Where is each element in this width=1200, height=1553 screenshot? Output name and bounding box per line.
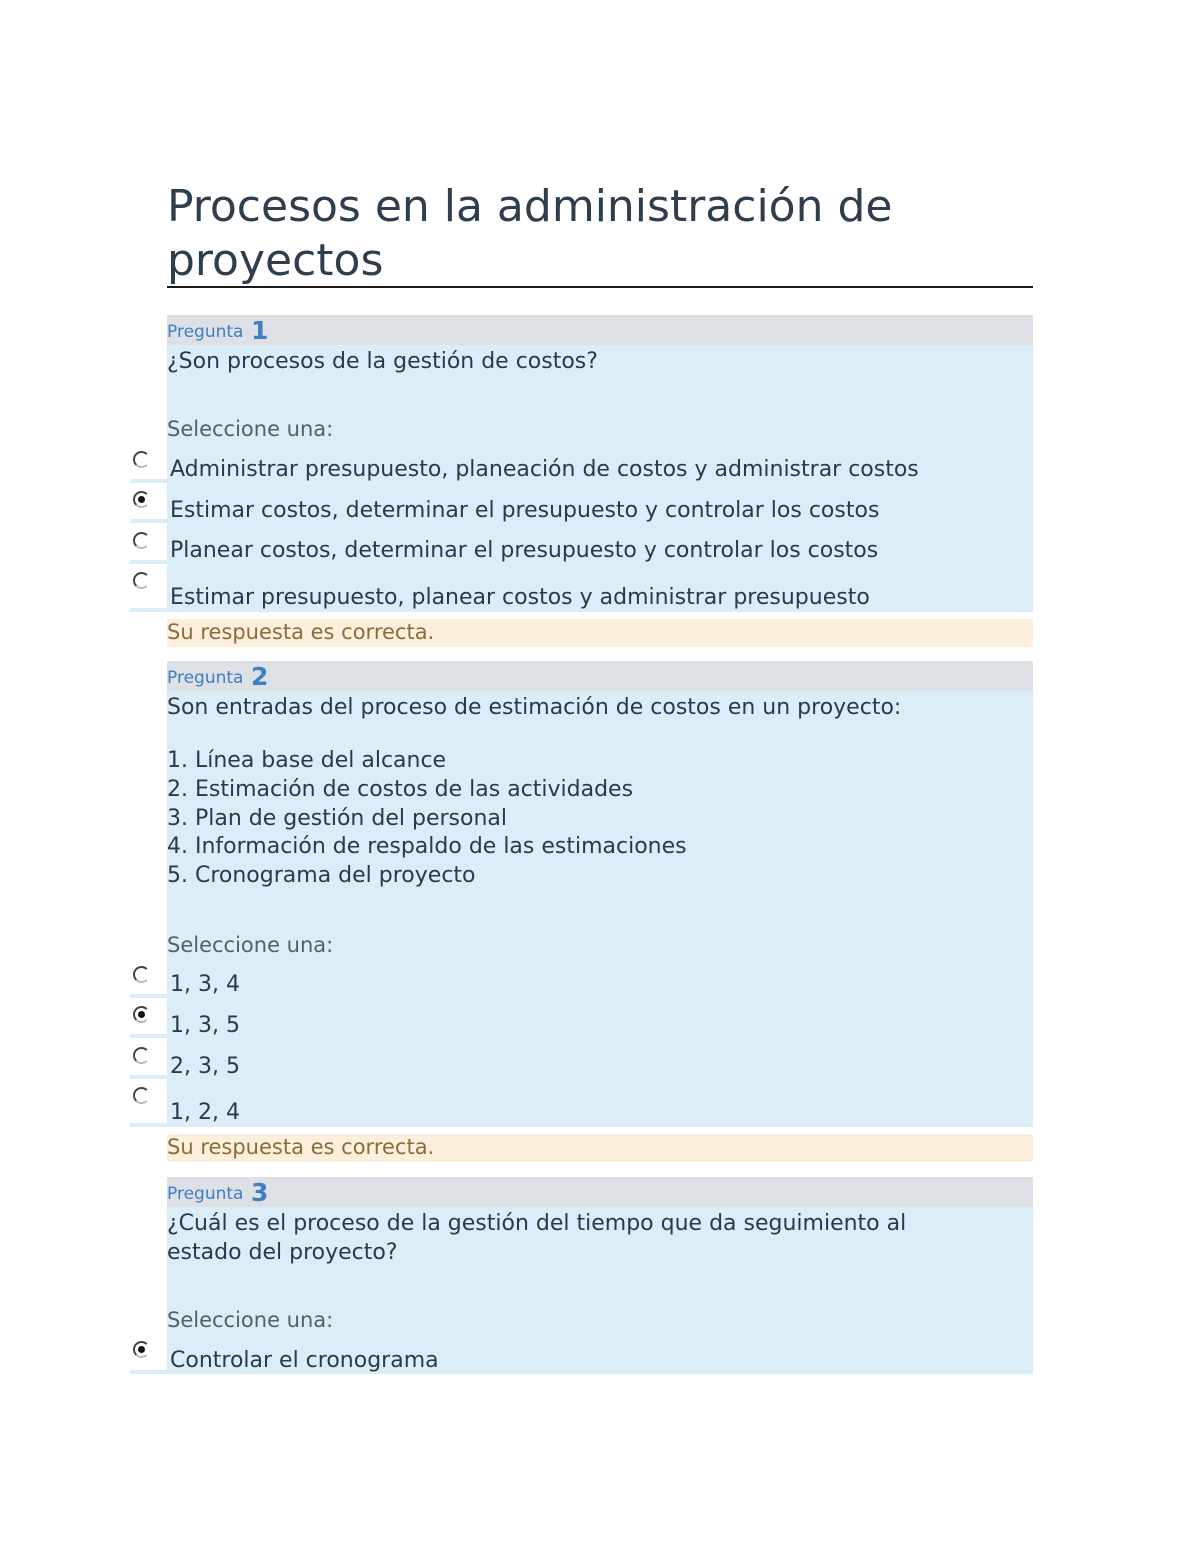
question-1-option-1[interactable] — [130, 451, 167, 483]
question-2-option-2-label[interactable]: 1, 3, 5 — [170, 1013, 240, 1038]
question-2-list-item-5: 5. Cronograma del proyecto — [167, 863, 476, 888]
page-title — [167, 180, 1033, 288]
question-2-label: Pregunta — [167, 668, 244, 688]
question-2-list-item-4: 4. Información de respaldo de las estimaciones — [167, 834, 687, 859]
question-1-text: ¿Son procesos de la gestión de costos? — [167, 349, 598, 374]
question-1-option-1-label[interactable]: Administrar presupuesto, planeación de costos y administrar costos — [170, 457, 919, 482]
question-2-option-4-label[interactable]: 1, 2, 4 — [170, 1100, 240, 1125]
question-2-list-item-2: 2. Estimación de costos de las actividades — [167, 777, 634, 802]
question-1-option-4-label[interactable]: Estimar presupuesto, planear costos y administrar presupuesto — [170, 585, 870, 610]
question-3-text-line-2: estado del proyecto? — [167, 1240, 398, 1265]
question-1-number: 1 — [251, 316, 269, 345]
radio-unchecked-icon[interactable] — [133, 1047, 150, 1064]
page-title-line-1: Procesos en la administración de — [167, 181, 893, 232]
question-3-text-line-1: ¿Cuál es el proceso de la gestión del tiempo que da seguimiento al — [167, 1211, 907, 1236]
question-1-select-prompt: Seleccione una: — [167, 417, 334, 441]
radio-unchecked-icon[interactable] — [133, 451, 150, 468]
question-2-select-prompt: Seleccione una: — [167, 933, 334, 957]
question-2-list-item-1: 1. Línea base del alcance — [167, 748, 447, 773]
question-2-option-4[interactable] — [130, 1087, 167, 1127]
question-2-text: Son entradas del proceso de estimación de costos en un proyecto: — [167, 695, 902, 720]
question-2-body — [167, 691, 1033, 1127]
question-2-option-1[interactable] — [130, 966, 167, 998]
question-2-feedback-text: Su respuesta es correcta. — [167, 1135, 435, 1159]
radio-checked-icon[interactable] — [133, 491, 150, 508]
question-2-option-1-label[interactable]: 1, 3, 4 — [170, 972, 240, 997]
question-2-option-3[interactable] — [130, 1047, 167, 1079]
question-1-header — [167, 315, 1033, 345]
radio-checked-icon[interactable] — [133, 1006, 150, 1023]
question-1-option-3[interactable] — [130, 532, 167, 564]
question-1-feedback — [167, 619, 1033, 647]
question-2-list-item-3: 3. Plan de gestión del personal — [167, 806, 507, 831]
question-1-option-2[interactable] — [130, 491, 167, 523]
page-title-line-2: proyectos — [167, 235, 384, 286]
question-2-feedback — [167, 1134, 1033, 1162]
radio-unchecked-icon[interactable] — [133, 572, 150, 589]
radio-unchecked-icon[interactable] — [133, 1087, 150, 1104]
question-3-header — [167, 1177, 1033, 1207]
question-3-option-1[interactable] — [130, 1341, 167, 1374]
title-underline — [167, 286, 1033, 288]
question-1-option-4[interactable] — [130, 572, 167, 612]
question-2-header — [167, 661, 1033, 691]
radio-unchecked-icon[interactable] — [133, 532, 150, 549]
question-1-feedback-text: Su respuesta es correcta. — [167, 620, 435, 644]
question-2-option-3-label[interactable]: 2, 3, 5 — [170, 1054, 240, 1079]
question-2-option-2[interactable] — [130, 1006, 167, 1038]
question-3-select-prompt: Seleccione una: — [167, 1308, 334, 1332]
question-2-number: 2 — [251, 662, 269, 691]
radio-checked-icon[interactable] — [133, 1341, 150, 1358]
radio-unchecked-icon[interactable] — [133, 966, 150, 983]
question-1-option-2-label[interactable]: Estimar costos, determinar el presupuesto y controlar los costos — [170, 498, 880, 523]
question-3-option-1-label[interactable]: Controlar el cronograma — [170, 1348, 439, 1373]
question-3-number: 3 — [251, 1178, 269, 1207]
question-1-option-3-label[interactable]: Planear costos, determinar el presupuesto y controlar los costos — [170, 538, 879, 563]
question-1-label: Pregunta — [167, 322, 244, 342]
question-3-label: Pregunta — [167, 1184, 244, 1204]
